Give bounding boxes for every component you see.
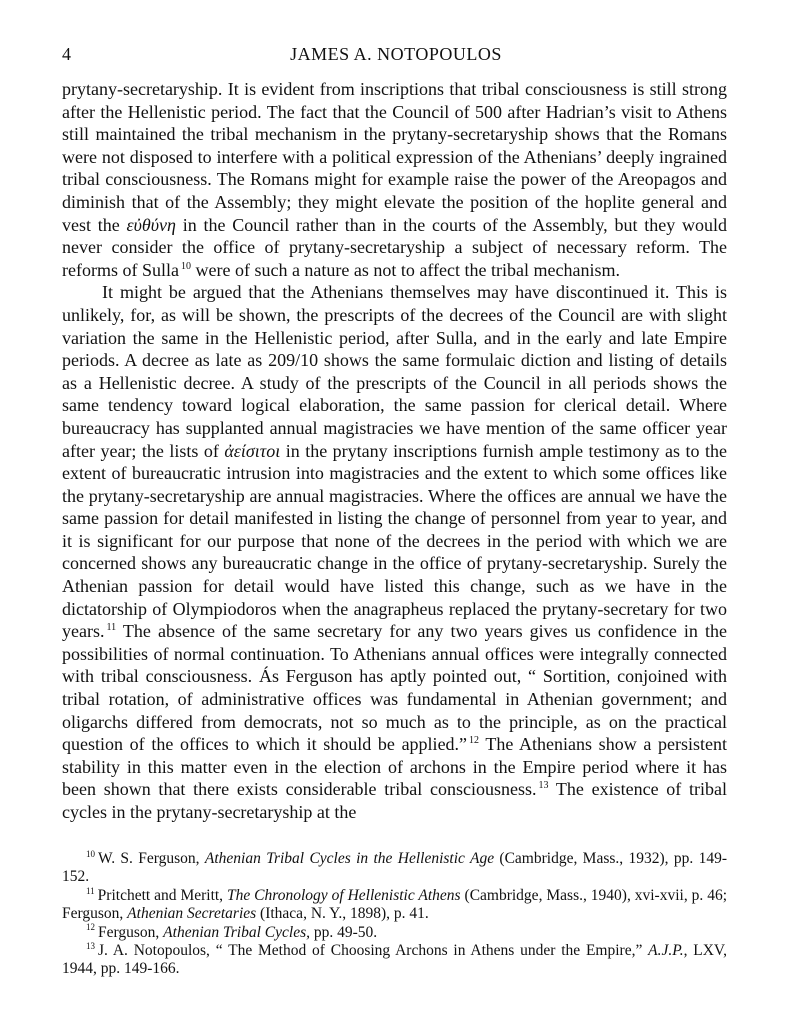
paragraph bbox=[62, 281, 727, 823]
text-run: (Cambridge, Mass., 1932), pp. 149-152. bbox=[62, 850, 727, 886]
footnote-reference: 11 bbox=[106, 622, 117, 634]
citation-title: Athenian Tribal Cycles, bbox=[163, 923, 310, 941]
text-run: The Athenians show a persistent stability in this matter even in the election of archons in the Empire period where it has been shown that there exists considerable tribal consciousness. bbox=[62, 734, 727, 800]
text-run: prytany-secretaryship. It is evident from inscriptions that tribal consciousness is still strong after the Hellenistic period. The fact that the Council of 500 after Hadrian’s visit to Athens still maintained the tribal mechanism in the prytany-secretaryship shows that the Romans were not disposed to interfere with a political expression of the Athenians’ deeply ingrained tribal consciousness. The Romans might for example raise the power of the Areopagos and diminish that of the Assembly; they might elevate the position of the hoplite general and vest the bbox=[62, 79, 727, 235]
greek-term: ἀείσιτοι bbox=[224, 440, 281, 461]
text-run: W. S. Ferguson, bbox=[98, 850, 205, 867]
footnote bbox=[62, 850, 727, 887]
text-run: in the Council rather than in the courts of the Assembly, but they would never consider the office of prytany-secretaryship a subject of necessary reform. The reforms of Sulla bbox=[62, 214, 727, 280]
footnote-reference: 12 bbox=[469, 735, 480, 747]
citation-title: Athenian Secretaries bbox=[127, 905, 257, 923]
running-head: JAMES A. NOTOPOULOS bbox=[290, 44, 502, 64]
footnotes bbox=[62, 850, 727, 979]
text-run: (Ithaca, N. Y., 1898), p. 41. bbox=[256, 905, 429, 923]
text-run: The absence of the same secretary for any two years gives us confidence in the possibilities of normal continuation. To Athenians annual offices were integrally connected with tribal consciousness. Ás Ferguson has aptly pointed out, “ Sortition, conjoined with tribal rotation, of administrative offices was fundamental in Athenian government; and oligarchs differed from democrats, not so much as to the principle, as on the practical question of the offices to which it should be applied.” bbox=[62, 621, 727, 755]
footnote-number: 10 bbox=[86, 848, 95, 859]
footnote-number: 11 bbox=[86, 885, 95, 896]
greek-term: εὐθύνη bbox=[126, 214, 176, 235]
footnote-reference: 13 bbox=[538, 780, 549, 792]
citation-title: Athenian Tribal Cycles in the Hellenistic Age bbox=[204, 850, 495, 867]
text-run: Ferguson, bbox=[98, 923, 164, 941]
footnote-number: 13 bbox=[86, 940, 95, 951]
text-run: It might be argued that the Athenians themselves may have discontinued it. This is unlikely, for, as will be shown, the prescripts of the decrees of the Council are with slight variation the same in the Hellenistic period, after Sulla, and in the early and late Empire periods. A decree as late as 209/10 shows the same formulaic diction and listing of details as a Hellenistic decree. A study of the prescripts of the Council in all periods shows the same tendency toward logical elaboration, the same passion for clerical detail. Where bureaucracy has supplanted annual magistracies we have mention of the same officer year after year; the lists of bbox=[62, 282, 727, 461]
footnote bbox=[62, 887, 727, 924]
citation-title: A.J.P. bbox=[648, 942, 684, 960]
text-run: pp. 49-50. bbox=[309, 923, 378, 941]
page-number: 4 bbox=[62, 44, 72, 64]
text-run: The existence of tribal cycles in the prytany-secretaryship at the bbox=[62, 779, 727, 822]
text-run: were of such a nature as not to affect the tribal mechanism. bbox=[190, 259, 620, 280]
paragraph bbox=[62, 78, 727, 281]
footnote bbox=[62, 924, 727, 942]
text-run: Pritchett and Meritt, bbox=[97, 886, 227, 904]
footnote bbox=[62, 942, 727, 979]
footnote-reference: 10 bbox=[180, 260, 191, 272]
body-text bbox=[62, 78, 727, 824]
text-run: J. A. Notopoulos, “ The Method of Choosing Archons in Athens under the Empire,” bbox=[98, 942, 649, 960]
citation-title: The Chronology of Hellenistic Athens bbox=[227, 886, 461, 904]
page-header bbox=[62, 44, 730, 68]
text-run: , LXV, 1944, pp. 149-166. bbox=[62, 942, 727, 978]
text-run: in the prytany inscriptions furnish ample testimony as to the extent of bureaucratic intrusion into magistracies and the extent to which some offices like the prytany-secretaryship are annual magistracies. Where the offices are annual we have the same passion for detail manifested in listing the change of personnel from year to year, and it is significant for our purpose that none of the decrees in the period with which we are concerned shows any bureaucratic change in the office of prytany-secretaryship. Surely the Athenian passion for detail would have listed this change, such as we have in the dictatorship of Olympiodoros when the anagrapheus replaced the prytany-secretary for two years. bbox=[62, 440, 727, 642]
text-run: (Cambridge, Mass., 1940), xvi-xvii, p. 46; Ferguson, bbox=[62, 886, 728, 923]
footnote-number: 12 bbox=[86, 922, 95, 933]
